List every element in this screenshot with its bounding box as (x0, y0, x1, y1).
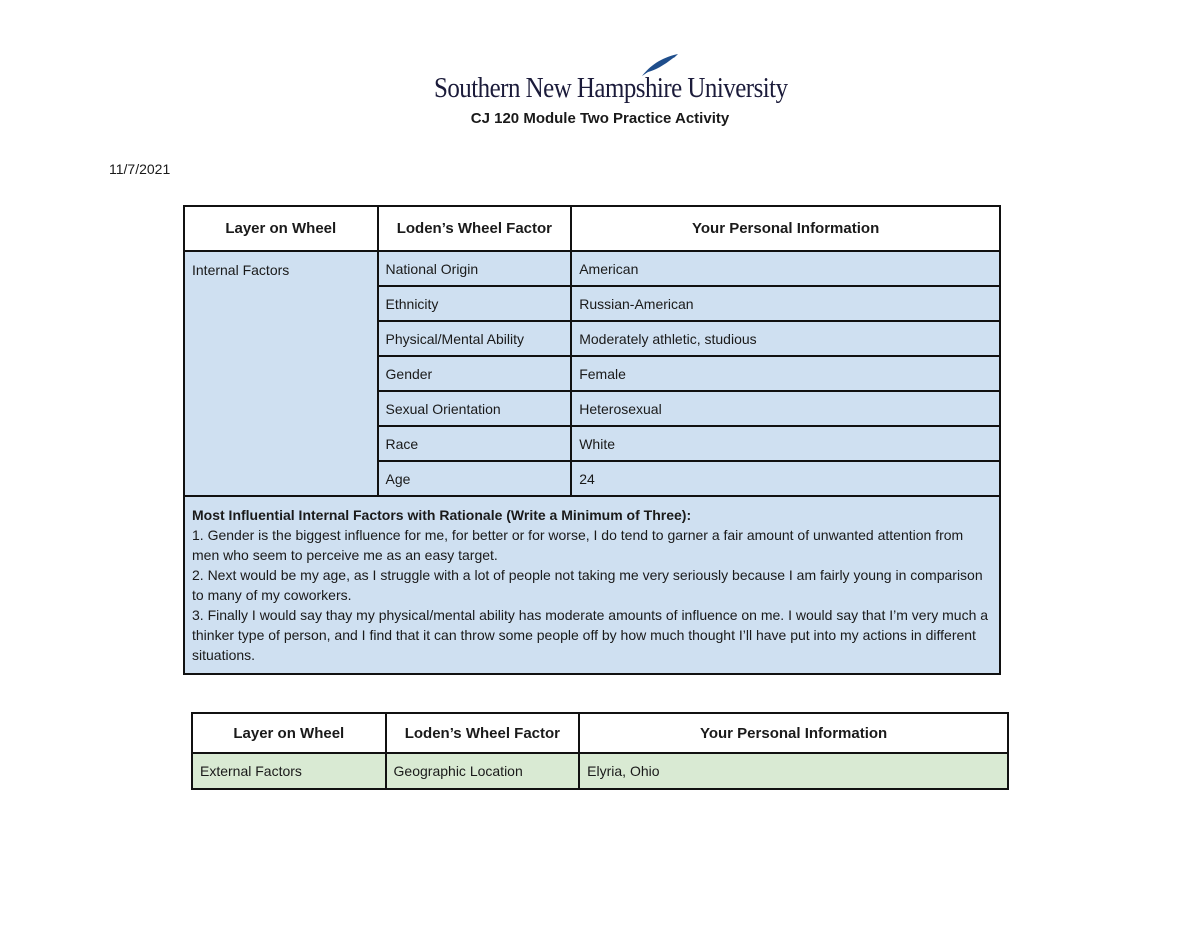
column-header-factor: Loden’s Wheel Factor (386, 713, 580, 753)
document-title: CJ 120 Module Two Practice Activity (470, 110, 730, 127)
table-header-row (192, 713, 1008, 753)
info-cell: Russian-American (571, 286, 1000, 321)
university-logo (434, 52, 788, 104)
table-row (192, 753, 1008, 789)
external-factors-table (191, 712, 1009, 790)
column-header-info: Your Personal Information (579, 713, 1008, 753)
column-header-layer: Layer on Wheel (192, 713, 386, 753)
table-row (184, 251, 1000, 286)
leaf-icon (640, 52, 680, 78)
info-cell: White (571, 426, 1000, 461)
rationale-item: 3. Finally I would say thay my physical/mental ability has moderate amounts of influence on me. I would say that I’m very much a thinker type of person, and I find that it can throw some people off by how much thought I’ll have put into my actions in different situations. (192, 607, 989, 663)
factor-cell: Geographic Location (386, 753, 580, 789)
factor-cell: National Origin (378, 251, 572, 286)
column-header-layer: Layer on Wheel (184, 206, 378, 251)
info-cell: 24 (571, 461, 1000, 496)
factor-cell: Age (378, 461, 572, 496)
rationale-item: 2. Next would be my age, as I struggle with a lot of people not taking me very seriously because I am fairly young in comparison to many of my coworkers. (192, 567, 983, 603)
column-header-factor: Loden’s Wheel Factor (378, 206, 572, 251)
info-cell: American (571, 251, 1000, 286)
info-cell: Elyria, Ohio (579, 753, 1008, 789)
factor-cell: Race (378, 426, 572, 461)
rationale-item: 1. Gender is the biggest influence for me, for better or for worse, I do tend to garner a fair amount of unwanted attention from men who seem to perceive me as an easy target. (192, 527, 964, 563)
info-cell: Moderately athletic, studious (571, 321, 1000, 356)
table-header-row (184, 206, 1000, 251)
factor-cell: Sexual Orientation (378, 391, 572, 426)
rationale-row (184, 496, 1000, 674)
internal-factors-table (183, 205, 1001, 675)
layer-cell: External Factors (192, 753, 386, 789)
factor-cell: Gender (378, 356, 572, 391)
document-date: 11/7/2021 (109, 161, 171, 177)
column-header-info: Your Personal Information (571, 206, 1000, 251)
logo-wordmark: Southern New Hampshire University (434, 72, 788, 104)
rationale-heading: Most Influential Internal Factors with Rationale (Write a Minimum of Three): (192, 507, 692, 523)
info-cell: Heterosexual (571, 391, 1000, 426)
layer-cell: Internal Factors (184, 251, 378, 496)
rationale-cell (184, 496, 1000, 674)
factor-cell: Ethnicity (378, 286, 572, 321)
factor-cell: Physical/Mental Ability (378, 321, 572, 356)
info-cell: Female (571, 356, 1000, 391)
